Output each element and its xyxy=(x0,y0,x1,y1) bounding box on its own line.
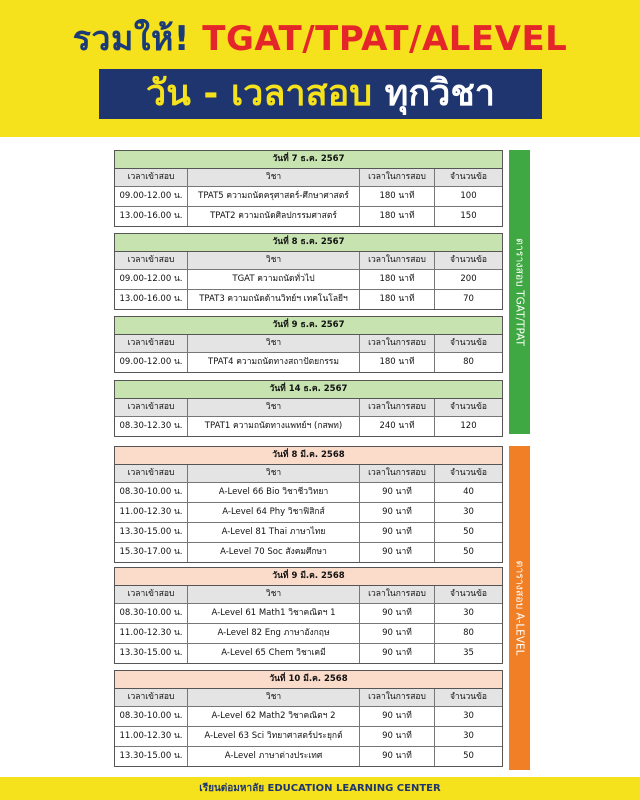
table-row xyxy=(115,483,502,503)
cell-count: 50 xyxy=(463,751,474,761)
tgat-schedule-side-label xyxy=(509,150,530,434)
cell-count: 80 xyxy=(463,628,474,638)
cell-subject: A-Level 63 Sci วิทยาศาสตร์ประยุกต์ xyxy=(188,727,360,746)
column-header-row xyxy=(115,335,502,353)
table-row xyxy=(115,207,502,226)
column-header-row xyxy=(115,586,502,604)
table-row xyxy=(115,503,502,523)
cell-subject: A-Level 62 Math2 วิชาคณิตฯ 2 xyxy=(188,707,360,726)
table-row xyxy=(115,543,502,562)
cell-count: 200 xyxy=(460,274,477,284)
day-heading: วันที่ 9 มี.ค. 2568 xyxy=(115,568,502,586)
day-block-dec9 xyxy=(114,316,503,373)
cell-time: 11.00-12.30 น. xyxy=(115,624,188,643)
table-row xyxy=(115,290,502,309)
cell-subject: A-Level 81 Thai ภาษาไทย xyxy=(188,523,360,542)
col-time: เวลาเข้าสอบ xyxy=(115,169,188,186)
cell-time: 08.30-12.30 น. xyxy=(115,417,188,436)
title-exams: TGAT/TPAT/ALEVEL xyxy=(202,19,568,59)
table-row xyxy=(115,604,502,624)
cell-time: 09.00-12.00 น. xyxy=(115,270,188,289)
cell-duration: 90 นาที xyxy=(360,727,435,746)
cell-count: 150 xyxy=(460,211,477,221)
table-row xyxy=(115,523,502,543)
column-header-row xyxy=(115,169,502,187)
cell-duration: 90 นาที xyxy=(360,543,435,562)
col-time: เวลาเข้าสอบ xyxy=(115,252,188,269)
col-duration: เวลาในการสอบ xyxy=(360,252,435,269)
col-time: เวลาเข้าสอบ xyxy=(115,465,188,482)
cell-time: 13.00-16.00 น. xyxy=(115,207,188,226)
cell-time: 13.30-15.00 น. xyxy=(115,523,188,542)
cell-count: 80 xyxy=(463,357,474,367)
cell-duration: 90 นาที xyxy=(360,624,435,643)
day-heading: วันที่ 7 ธ.ค. 2567 xyxy=(115,151,502,169)
day-block-dec14 xyxy=(114,380,503,437)
day-block-mar8 xyxy=(114,446,503,563)
column-header-row xyxy=(115,465,502,483)
table-row xyxy=(115,707,502,727)
cell-count: 120 xyxy=(460,421,477,431)
col-duration: เวลาในการสอบ xyxy=(360,586,435,603)
cell-subject: TPAT1 ความถนัดทางแพทย์ฯ (กสพท) xyxy=(188,417,360,436)
col-subject: วิชา xyxy=(188,169,360,186)
cell-time: 13.30-15.00 น. xyxy=(115,747,188,766)
col-count: จำนวนข้อ xyxy=(449,692,488,702)
col-subject: วิชา xyxy=(188,689,360,706)
table-row xyxy=(115,747,502,766)
cell-time: 11.00-12.30 น. xyxy=(115,727,188,746)
col-duration: เวลาในการสอบ xyxy=(360,399,435,416)
cell-subject: A-Level 61 Math1 วิชาคณิตฯ 1 xyxy=(188,604,360,623)
subtitle-band xyxy=(99,69,542,119)
cell-time: 08.30-10.00 น. xyxy=(115,707,188,726)
cell-count: 50 xyxy=(463,527,474,537)
cell-count: 100 xyxy=(460,191,477,201)
cell-count: 30 xyxy=(463,608,474,618)
table-row xyxy=(115,644,502,663)
tgat-side-label-text: ตารางสอบ TGAT/TPAT xyxy=(513,238,525,346)
col-count: จำนวนข้อ xyxy=(449,468,488,478)
cell-subject: A-Level 70 Soc สังคมศึกษา xyxy=(188,543,360,562)
cell-time: 13.00-16.00 น. xyxy=(115,290,188,309)
day-block-dec8 xyxy=(114,233,503,310)
cell-duration: 180 นาที xyxy=(360,187,435,206)
col-duration: เวลาในการสอบ xyxy=(360,335,435,352)
cell-count: 40 xyxy=(463,487,474,497)
page-title xyxy=(0,18,640,60)
alevel-side-label-text: ตารางสอบ A-LEVEL xyxy=(513,560,525,656)
subtitle-rest: ทุกวิชา xyxy=(384,73,495,114)
column-header-row xyxy=(115,689,502,707)
cell-subject: A-Level 66 Bio วิชาชีววิทยา xyxy=(188,483,360,502)
col-count: จำนวนข้อ xyxy=(449,255,488,265)
footer-text: เรียนต่อมหาลัย EDUCATION LEARNING CENTER xyxy=(199,783,441,794)
cell-count: 30 xyxy=(463,711,474,721)
cell-subject: TPAT5 ความถนัดครุศาสตร์-ศึกษาศาสตร์ xyxy=(188,187,360,206)
cell-duration: 90 นาที xyxy=(360,483,435,502)
col-subject: วิชา xyxy=(188,586,360,603)
col-subject: วิชา xyxy=(188,399,360,416)
table-row xyxy=(115,417,502,436)
title-prefix: รวมให้! xyxy=(72,19,190,59)
table-row xyxy=(115,353,502,372)
col-subject: วิชา xyxy=(188,465,360,482)
cell-subject: A-Level 64 Phy วิชาฟิสิกส์ xyxy=(188,503,360,522)
col-time: เวลาเข้าสอบ xyxy=(115,586,188,603)
day-block-dec7 xyxy=(114,150,503,227)
day-heading: วันที่ 8 มี.ค. 2568 xyxy=(115,447,502,465)
col-time: เวลาเข้าสอบ xyxy=(115,399,188,416)
cell-subject: A-Level ภาษาต่างประเทศ xyxy=(188,747,360,766)
cell-count: 50 xyxy=(463,547,474,557)
cell-count: 30 xyxy=(463,731,474,741)
cell-time: 08.30-10.00 น. xyxy=(115,483,188,502)
table-row xyxy=(115,187,502,207)
day-heading: วันที่ 8 ธ.ค. 2567 xyxy=(115,234,502,252)
cell-duration: 90 นาที xyxy=(360,707,435,726)
cell-duration: 90 นาที xyxy=(360,503,435,522)
cell-time: 09.00-12.00 น. xyxy=(115,187,188,206)
cell-subject: TGAT ความถนัดทั่วไป xyxy=(188,270,360,289)
cell-time: 09.00-12.00 น. xyxy=(115,353,188,372)
col-duration: เวลาในการสอบ xyxy=(360,465,435,482)
alevel-schedule-side-label xyxy=(509,446,530,770)
cell-duration: 180 นาที xyxy=(360,290,435,309)
col-count: จำนวนข้อ xyxy=(449,402,488,412)
cell-duration: 90 นาที xyxy=(360,644,435,663)
cell-duration: 240 นาที xyxy=(360,417,435,436)
col-duration: เวลาในการสอบ xyxy=(360,169,435,186)
day-heading: วันที่ 10 มี.ค. 2568 xyxy=(115,671,502,689)
cell-duration: 90 นาที xyxy=(360,523,435,542)
column-header-row xyxy=(115,399,502,417)
table-row xyxy=(115,270,502,290)
cell-time: 11.00-12.30 น. xyxy=(115,503,188,522)
col-subject: วิชา xyxy=(188,252,360,269)
cell-duration: 180 นาที xyxy=(360,207,435,226)
cell-duration: 180 นาที xyxy=(360,353,435,372)
header-banner xyxy=(0,0,640,137)
cell-time: 15.30-17.00 น. xyxy=(115,543,188,562)
day-heading: วันที่ 9 ธ.ค. 2567 xyxy=(115,317,502,335)
column-header-row xyxy=(115,252,502,270)
col-count: จำนวนข้อ xyxy=(449,338,488,348)
cell-time: 13.30-15.00 น. xyxy=(115,644,188,663)
col-count: จำนวนข้อ xyxy=(449,589,488,599)
col-duration: เวลาในการสอบ xyxy=(360,689,435,706)
table-row xyxy=(115,624,502,644)
day-block-mar9 xyxy=(114,567,503,664)
cell-subject: A-Level 65 Chem วิชาเคมี xyxy=(188,644,360,663)
cell-duration: 180 นาที xyxy=(360,270,435,289)
col-count: จำนวนข้อ xyxy=(449,172,488,182)
cell-time: 08.30-10.00 น. xyxy=(115,604,188,623)
cell-count: 35 xyxy=(463,648,474,658)
col-time: เวลาเข้าสอบ xyxy=(115,335,188,352)
cell-duration: 90 นาที xyxy=(360,747,435,766)
cell-subject: TPAT3 ความถนัดด้านวิทย์ฯ เทคโนโลยีฯ xyxy=(188,290,360,309)
cell-duration: 90 นาที xyxy=(360,604,435,623)
day-heading: วันที่ 14 ธ.ค. 2567 xyxy=(115,381,502,399)
footer-banner xyxy=(0,777,640,800)
subtitle-main: วัน - เวลาสอบ xyxy=(145,73,373,114)
table-row xyxy=(115,727,502,747)
cell-subject: TPAT2 ความถนัดศิลปกรรมศาสตร์ xyxy=(188,207,360,226)
col-time: เวลาเข้าสอบ xyxy=(115,689,188,706)
cell-subject: TPAT4 ความถนัดทางสถาปัตยกรรม xyxy=(188,353,360,372)
cell-subject: A-Level 82 Eng ภาษาอังกฤษ xyxy=(188,624,360,643)
day-block-mar10 xyxy=(114,670,503,767)
col-subject: วิชา xyxy=(188,335,360,352)
cell-count: 30 xyxy=(463,507,474,517)
cell-count: 70 xyxy=(463,294,474,304)
